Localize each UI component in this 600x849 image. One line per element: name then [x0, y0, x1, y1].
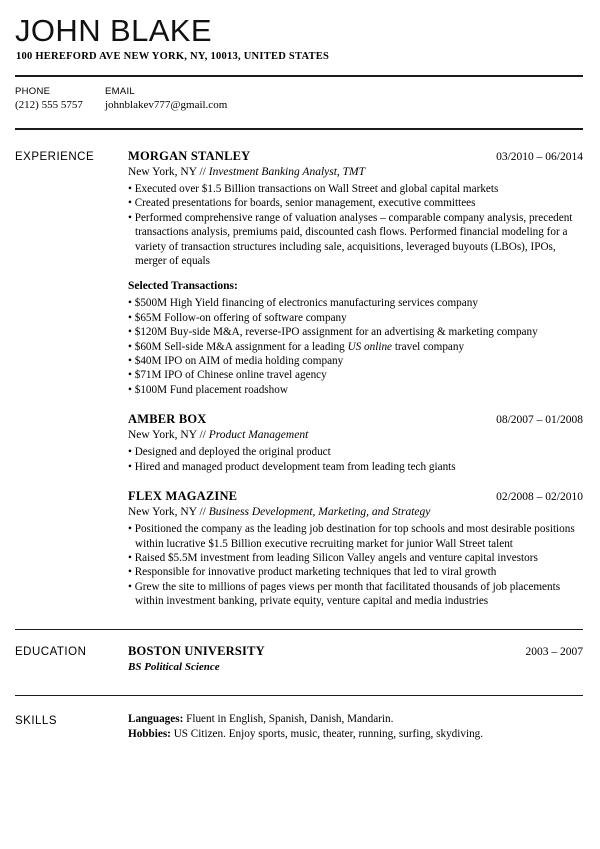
education-school: BOSTON UNIVERSITY	[128, 643, 265, 658]
contact-strip	[0, 77, 600, 112]
phone-value: (212) 555 5757	[15, 99, 83, 111]
education-degree: BS Political Science	[128, 660, 220, 673]
job-subsection-bullets	[128, 296, 583, 397]
job-company: FLEX MAGAZINE	[128, 489, 238, 504]
job-header	[128, 411, 583, 428]
job-subsection-bullet: • $100M Fund placement roadshow	[128, 383, 583, 397]
candidate-address: 100 HEREFORD AVE NEW YORK, NY, 10013, UNITED STATES	[16, 51, 330, 62]
section-label-education: EDUCATION	[15, 645, 87, 658]
skills-entries	[128, 712, 583, 742]
job-bullet: • Hired and managed product development team from leading tech giants	[128, 460, 583, 474]
candidate-name: JOHN BLAKE	[15, 13, 212, 48]
job-subsection-title: Selected Transactions:	[128, 280, 238, 293]
job-subsection-bullet: • $500M High Yield financing of electronics manufacturing services company	[128, 296, 583, 310]
phone-label: PHONE	[15, 86, 51, 97]
job-bullet: • Responsible for innovative product marketing techniques that led to viral growth	[128, 565, 583, 579]
job-bullets	[128, 522, 583, 608]
experience-entry	[128, 148, 583, 397]
skill-label: Languages:	[128, 712, 184, 725]
section-education	[0, 643, 600, 675]
job-bullets	[128, 445, 583, 474]
job-subsection-bullet: • $65M Follow-on offering of software company	[128, 311, 583, 325]
job-bullet: • Created presentations for boards, senior management, executive committees	[128, 196, 583, 210]
education-entry	[128, 643, 583, 675]
education-dates: 2003 – 2007	[525, 645, 583, 658]
job-bullet: • Grew the site to millions of pages views per month that facilitated thousands of job placements within investment banking, private equity, venture capital and media industries	[128, 580, 583, 609]
experience-entries	[128, 148, 583, 609]
experience-entry	[128, 488, 583, 608]
section-skills	[0, 712, 600, 742]
resume-header	[0, 0, 600, 64]
job-subsection-bullet: • $40M IPO on AIM of media holding company	[128, 354, 583, 368]
job-subtitle: New York, NY // Investment Banking Analyst, TMT	[128, 166, 366, 178]
skill-line	[128, 727, 583, 742]
job-subtitle: New York, NY // Product Management	[128, 429, 309, 442]
email-value: johnblakev777@gmail.com	[105, 99, 228, 111]
job-dates: 03/2010 – 06/2014	[496, 151, 583, 163]
job-bullets	[128, 182, 583, 268]
education-entries	[128, 643, 583, 675]
email-label: EMAIL	[105, 86, 136, 97]
job-subsection-bullet: • $60M Sell-side M&A assignment for a leading US online travel company	[128, 340, 583, 354]
contact-email	[105, 85, 227, 112]
experience-entry	[128, 411, 583, 474]
job-bullet: • Designed and deployed the original product	[128, 445, 583, 459]
contact-phone	[15, 85, 105, 112]
job-header	[128, 488, 583, 505]
job-dates: 02/2008 – 02/2010	[496, 491, 583, 504]
skill-value: Fluent in English, Spanish, Danish, Mandarin.	[183, 712, 394, 725]
job-bullet: • Performed comprehensive range of valuation analyses – comparable company analysis, precedent transactions analysis, premiums paid, discounted cash flows. Performed financial modeling for a variety of transaction structures including sale, acquisitions, leveraged buyouts (LBOs), IPOs, merger of equals	[128, 211, 583, 269]
skill-line	[128, 712, 583, 727]
job-subsection-bullet: • $120M Buy-side M&A, reverse-IPO assignment for an advertising & marketing company	[128, 325, 583, 339]
section-label-skills: SKILLS	[15, 714, 57, 727]
job-subtitle: New York, NY // Business Development, Marketing, and Strategy	[128, 506, 431, 519]
job-bullet: • Positioned the company as the leading job destination for top schools and most desirable positions within lucrative $1.5 Billion executive recruiting market for junior Wall Street talent	[128, 522, 583, 551]
skill-label: Hobbies:	[128, 727, 171, 740]
education-header	[128, 643, 583, 660]
skill-value: US Citizen. Enjoy sports, music, theater, running, surfing, skydiving.	[170, 727, 484, 740]
section-label-experience: EXPERIENCE	[15, 151, 95, 163]
job-dates: 08/2007 – 01/2008	[496, 414, 583, 427]
job-bullet: • Executed over $1.5 Billion transactions on Wall Street and global capital markets	[128, 182, 583, 196]
job-company: MORGAN STANLEY	[128, 149, 251, 163]
job-subsection-bullet: • $71M IPO of Chinese online travel agency	[128, 368, 583, 382]
job-bullet: • Raised $5.5M investment from leading Silicon Valley angels and venture capital investors	[128, 551, 583, 565]
job-company: AMBER BOX	[128, 412, 207, 427]
job-header	[128, 148, 583, 165]
section-experience	[0, 148, 600, 609]
